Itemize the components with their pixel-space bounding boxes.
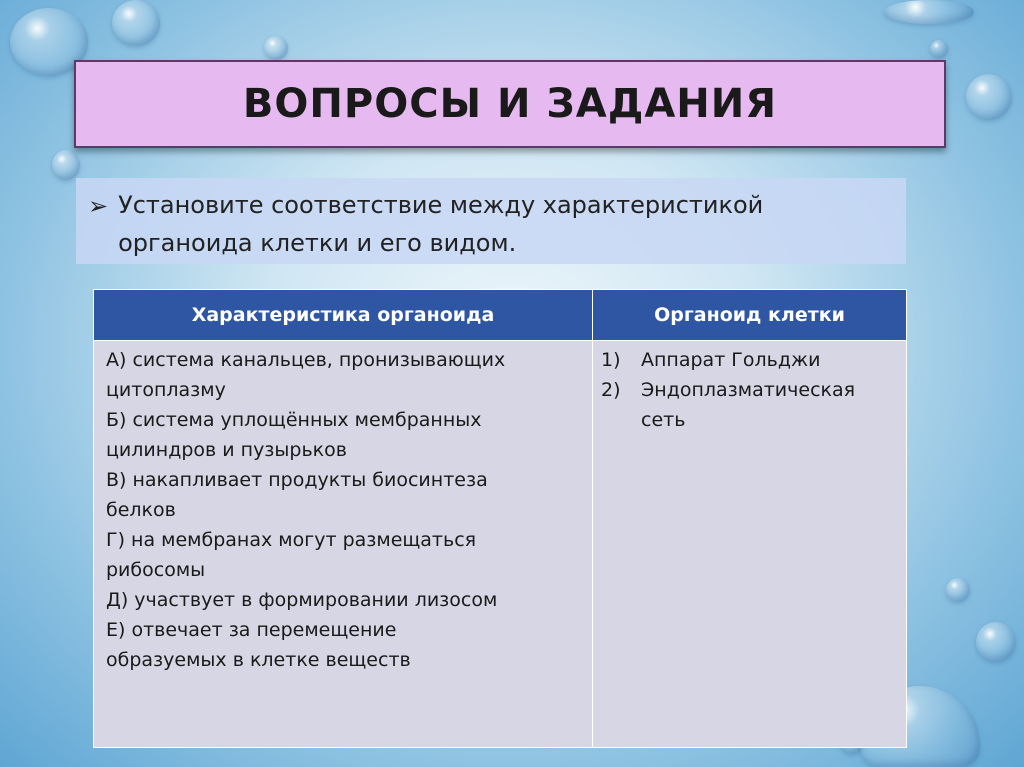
water-drop <box>112 0 160 46</box>
water-drop <box>930 40 948 58</box>
organoid-item <box>601 345 898 375</box>
characteristic-line: цилиндров и пузырьков <box>106 439 347 461</box>
characteristic-line: рибосомы <box>106 559 206 581</box>
characteristic-line: В) накапливает продукты биосинтеза <box>106 469 488 491</box>
organoid-number: 2) <box>601 379 621 401</box>
characteristic-line: А) система канальцев, пронизывающих <box>106 349 506 371</box>
characteristic-line: Г) на мембранах могут размещаться <box>106 529 477 551</box>
arrow-bullet-icon: ➢ <box>88 192 109 220</box>
characteristic-line: образуемых в клетке веществ <box>106 649 411 671</box>
task-line: Установите соответствие между характеристикой <box>118 191 764 219</box>
organoid-line: Эндоплазматическая <box>641 379 856 401</box>
water-drop <box>264 36 288 60</box>
water-drop <box>946 578 970 602</box>
title-box <box>74 60 946 148</box>
table-header-row <box>94 290 907 341</box>
matching-table <box>93 289 907 748</box>
water-drop <box>966 74 1012 120</box>
characteristic-line: белков <box>106 499 176 521</box>
characteristic-line: Е) отвечает за перемещение <box>106 619 397 641</box>
organoid-label <box>641 375 855 435</box>
characteristic-line: Б) система уплощённых мембранных <box>106 409 482 431</box>
task-line: органоида клетки и его видом. <box>118 229 517 257</box>
water-drop <box>884 0 974 24</box>
organoids-cell <box>593 341 907 748</box>
header-characteristic: Характеристика органоида <box>94 290 593 341</box>
water-drop <box>976 622 1016 662</box>
organoid-label <box>641 345 820 375</box>
task-text <box>118 186 763 256</box>
characteristic-line: Д) участвует в формировании лизосом <box>106 589 498 611</box>
task-box <box>76 178 906 264</box>
organoid-number: 1) <box>601 349 621 371</box>
characteristic-line: цитоплазму <box>106 379 226 401</box>
organoid-line: сеть <box>641 409 686 431</box>
organoid-item <box>601 375 898 435</box>
characteristics-cell <box>94 341 593 748</box>
table-row <box>94 341 907 748</box>
header-organoid: Органоид клетки <box>593 290 907 341</box>
water-drop <box>52 150 80 180</box>
organoid-line: Аппарат Гольджи <box>641 349 821 371</box>
page-title: ВОПРОСЫ И ЗАДАНИЯ <box>242 81 778 127</box>
